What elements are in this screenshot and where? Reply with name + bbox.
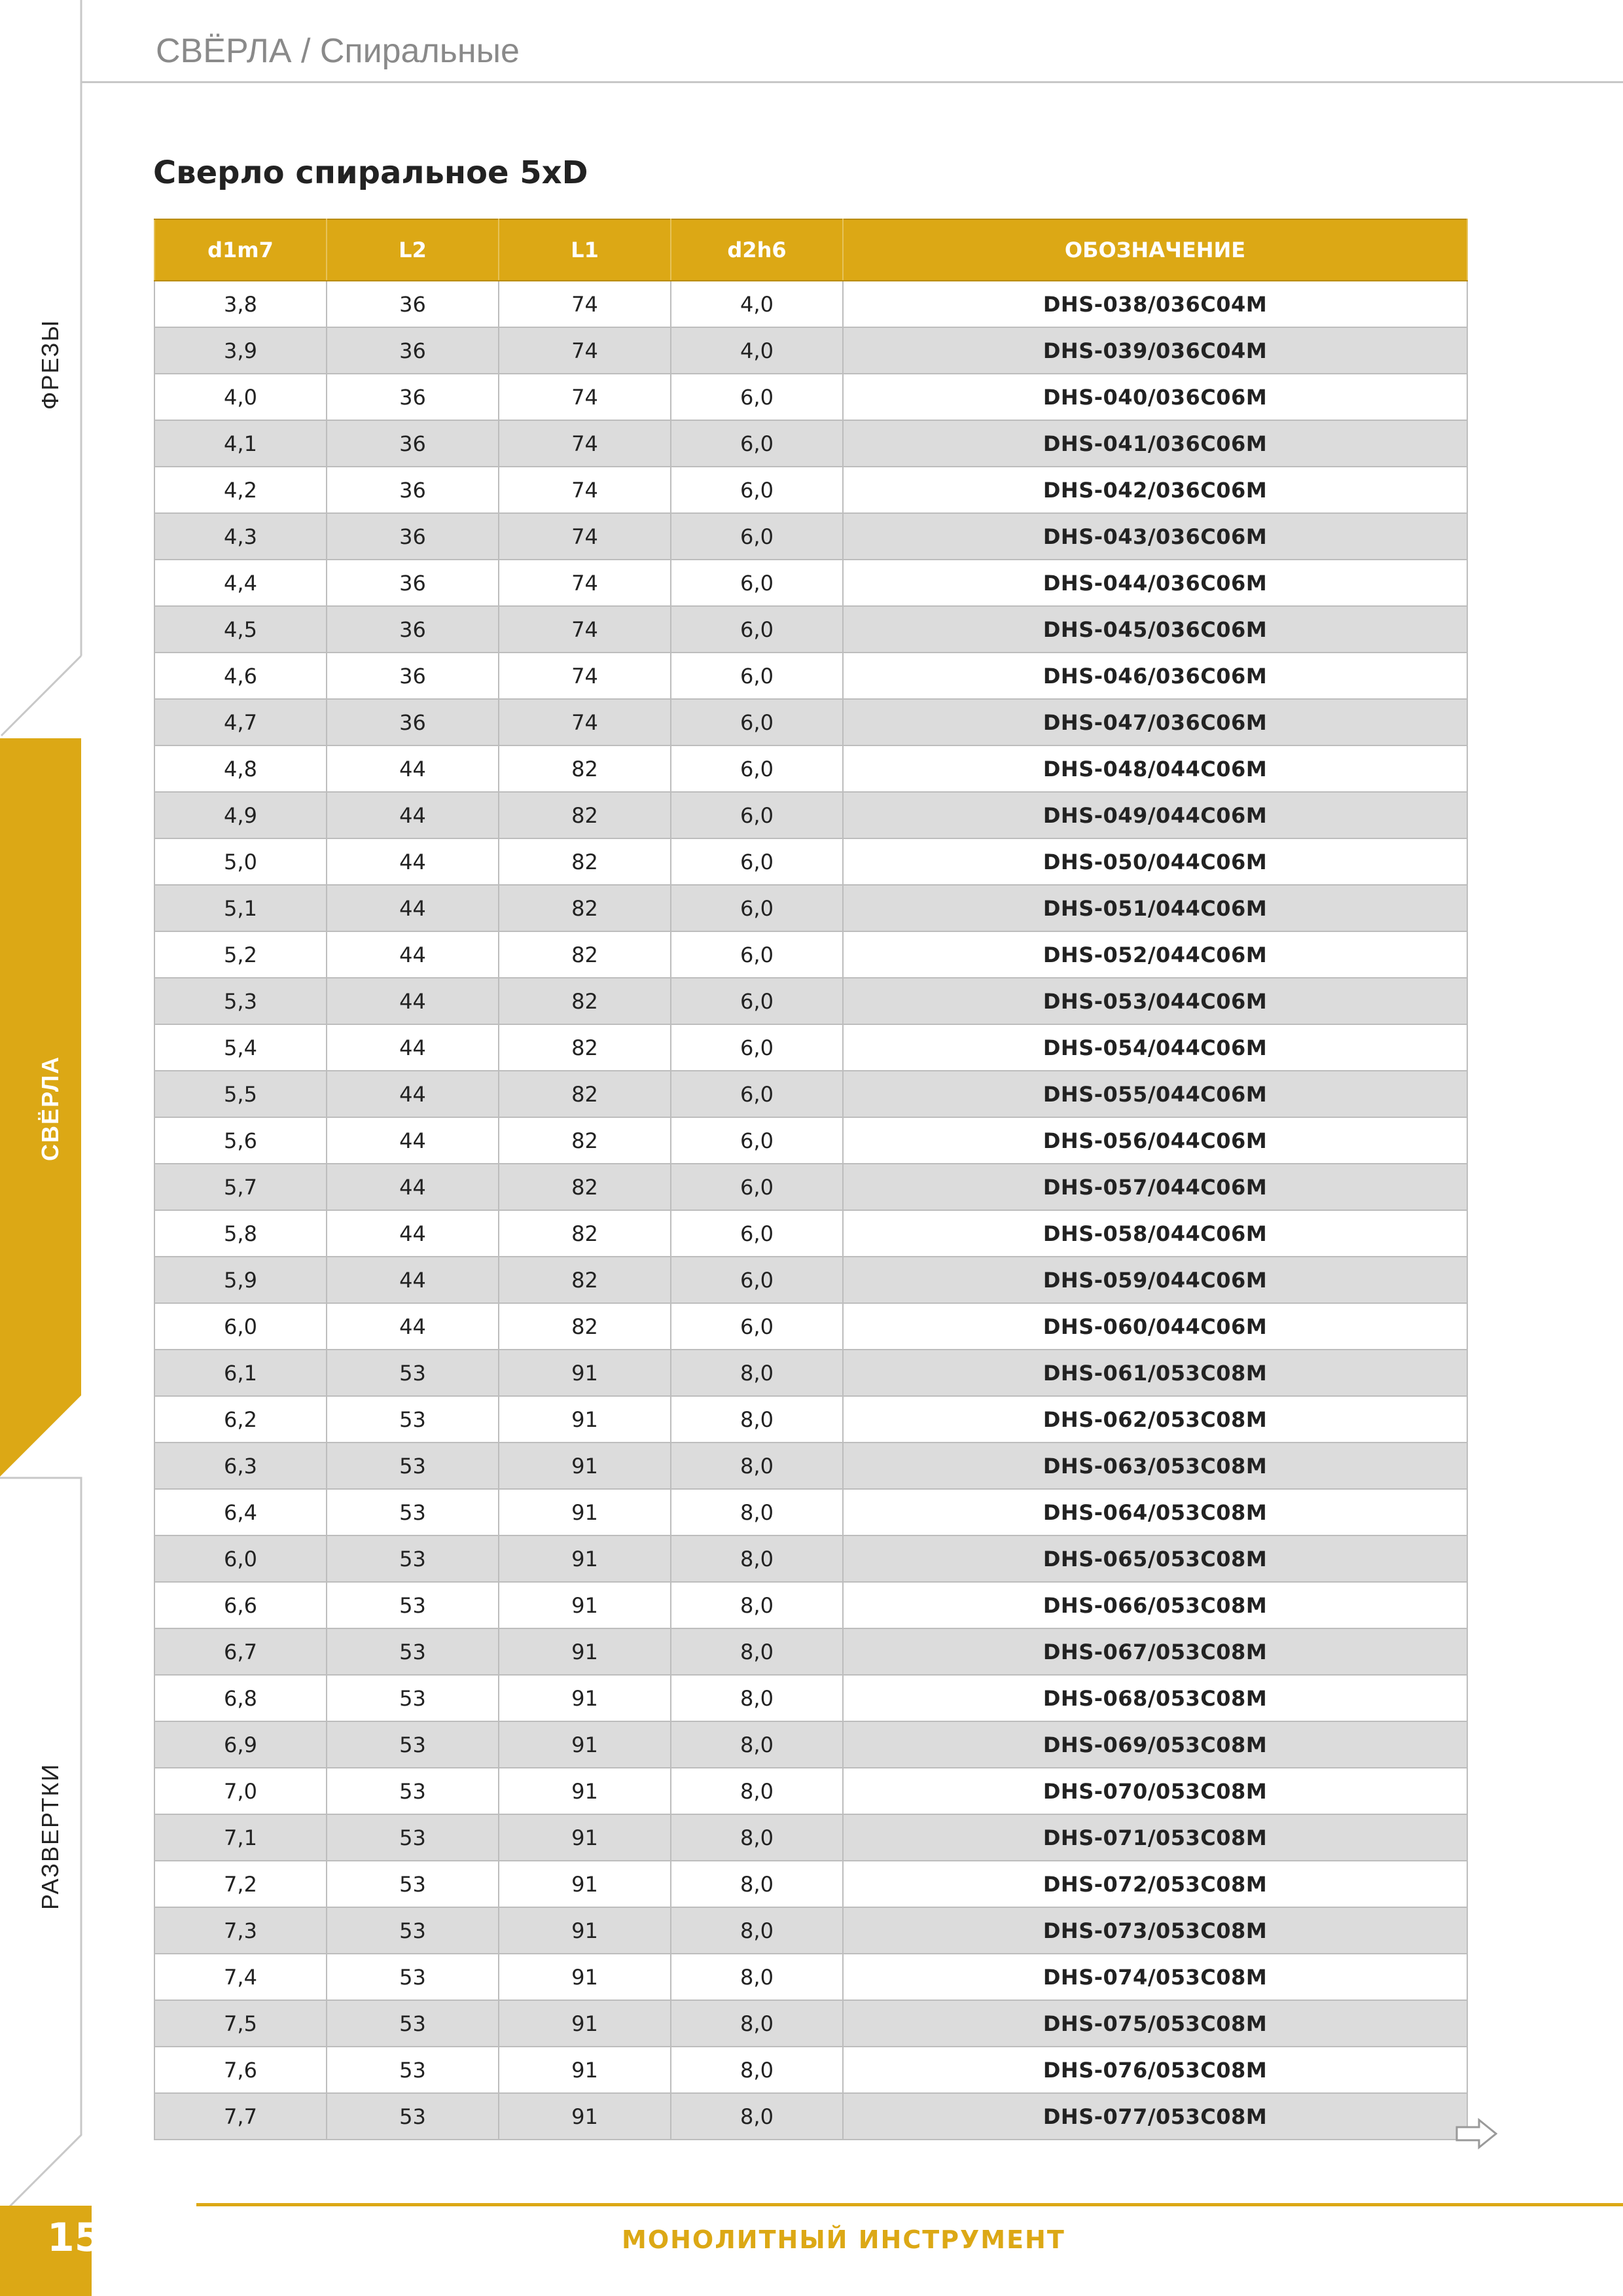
table-row <box>154 931 1467 978</box>
cell-d1m7: 6,7 <box>154 1628 327 1675</box>
cell-l1: 74 <box>499 374 671 420</box>
cell-l1: 82 <box>499 745 671 792</box>
cell-designation: DHS-050/044C06M <box>843 838 1467 885</box>
cell-l2: 36 <box>327 699 499 745</box>
table-row <box>154 2000 1467 2047</box>
cell-l1: 91 <box>499 2000 671 2047</box>
cell-d2h6: 6,0 <box>671 420 843 467</box>
cell-d2h6: 6,0 <box>671 1303 843 1350</box>
cell-d1m7: 6,0 <box>154 1535 327 1582</box>
cell-d1m7: 4,3 <box>154 513 327 560</box>
cell-l1: 74 <box>499 653 671 699</box>
cell-d2h6: 8,0 <box>671 2093 843 2140</box>
cell-l1: 91 <box>499 1954 671 2000</box>
cell-d1m7: 7,6 <box>154 2047 327 2093</box>
cell-d1m7: 4,0 <box>154 374 327 420</box>
cell-d1m7: 4,4 <box>154 560 327 606</box>
cell-l1: 74 <box>499 467 671 513</box>
cell-d1m7: 4,7 <box>154 699 327 745</box>
cell-d1m7: 5,6 <box>154 1117 327 1164</box>
cell-designation: DHS-054/044C06M <box>843 1024 1467 1071</box>
cell-d2h6: 8,0 <box>671 1628 843 1675</box>
cell-designation: DHS-058/044C06M <box>843 1210 1467 1257</box>
cell-l2: 53 <box>327 1675 499 1721</box>
cell-d1m7: 3,9 <box>154 327 327 374</box>
cell-d1m7: 4,6 <box>154 653 327 699</box>
cell-l2: 53 <box>327 1350 499 1396</box>
cell-d2h6: 8,0 <box>671 2000 843 2047</box>
cell-d2h6: 8,0 <box>671 1350 843 1396</box>
cell-d1m7: 6,2 <box>154 1396 327 1443</box>
cell-l1: 82 <box>499 1164 671 1210</box>
table-row <box>154 1582 1467 1628</box>
cell-l2: 44 <box>327 978 499 1024</box>
cell-l1: 82 <box>499 931 671 978</box>
table-header-row <box>154 219 1467 281</box>
cell-d2h6: 6,0 <box>671 1071 843 1117</box>
cell-d2h6: 6,0 <box>671 1257 843 1303</box>
cell-designation: DHS-072/053C08M <box>843 1861 1467 1907</box>
cell-l1: 74 <box>499 513 671 560</box>
cell-designation: DHS-068/053C08M <box>843 1675 1467 1721</box>
cell-d2h6: 8,0 <box>671 1721 843 1768</box>
cell-l2: 36 <box>327 513 499 560</box>
cell-d2h6: 8,0 <box>671 2047 843 2093</box>
cell-d2h6: 6,0 <box>671 1210 843 1257</box>
cell-l2: 44 <box>327 745 499 792</box>
cell-l1: 91 <box>499 1675 671 1721</box>
cell-d2h6: 6,0 <box>671 978 843 1024</box>
cell-designation: DHS-060/044C06M <box>843 1303 1467 1350</box>
cell-d1m7: 6,3 <box>154 1443 327 1489</box>
cell-l2: 36 <box>327 281 499 327</box>
cell-l2: 44 <box>327 885 499 931</box>
table-body <box>154 281 1467 2140</box>
cell-designation: DHS-041/036C06M <box>843 420 1467 467</box>
cell-l2: 36 <box>327 606 499 653</box>
cell-l1: 91 <box>499 1489 671 1535</box>
cell-d2h6: 6,0 <box>671 745 843 792</box>
cell-d1m7: 6,0 <box>154 1303 327 1350</box>
cell-d2h6: 8,0 <box>671 1814 843 1861</box>
cell-designation: DHS-042/036C06M <box>843 467 1467 513</box>
table-row <box>154 1535 1467 1582</box>
page-title: Сверло спиральное 5xD <box>153 154 588 191</box>
col-header-d2h6: d2h6 <box>671 219 843 281</box>
cell-designation: DHS-071/053C08M <box>843 1814 1467 1861</box>
table-row <box>154 1814 1467 1861</box>
table-row <box>154 1210 1467 1257</box>
table-row <box>154 1303 1467 1350</box>
cell-l2: 53 <box>327 1628 499 1675</box>
table-row <box>154 1071 1467 1117</box>
side-tab-frezy[interactable]: ФРЕЗЫ <box>37 319 63 410</box>
footer-section-title: МОНОЛИТНЫЙ ИНСТРУМЕНТ <box>622 2225 1065 2254</box>
header-divider <box>81 81 1623 83</box>
cell-designation: DHS-052/044C06M <box>843 931 1467 978</box>
cell-designation: DHS-053/044C06M <box>843 978 1467 1024</box>
cell-designation: DHS-048/044C06M <box>843 745 1467 792</box>
cell-designation: DHS-064/053C08M <box>843 1489 1467 1535</box>
cell-l2: 44 <box>327 838 499 885</box>
cell-l1: 82 <box>499 1210 671 1257</box>
cell-d2h6: 6,0 <box>671 931 843 978</box>
cell-d2h6: 6,0 <box>671 1117 843 1164</box>
cell-l2: 44 <box>327 931 499 978</box>
table-row <box>154 978 1467 1024</box>
cell-designation: DHS-061/053C08M <box>843 1350 1467 1396</box>
cell-l2: 36 <box>327 467 499 513</box>
cell-l1: 82 <box>499 1257 671 1303</box>
cell-designation: DHS-059/044C06M <box>843 1257 1467 1303</box>
table-row <box>154 1628 1467 1675</box>
cell-designation: DHS-063/053C08M <box>843 1443 1467 1489</box>
col-header-designation: ОБОЗНАЧЕНИЕ <box>843 219 1467 281</box>
table-row <box>154 560 1467 606</box>
cell-designation: DHS-044/036C06M <box>843 560 1467 606</box>
cell-d1m7: 4,9 <box>154 792 327 838</box>
cell-d2h6: 8,0 <box>671 1907 843 1954</box>
cell-designation: DHS-038/036C04M <box>843 281 1467 327</box>
cell-l2: 44 <box>327 1024 499 1071</box>
cell-d1m7: 6,1 <box>154 1350 327 1396</box>
cell-d1m7: 7,0 <box>154 1768 327 1814</box>
table-row <box>154 327 1467 374</box>
cell-designation: DHS-040/036C06M <box>843 374 1467 420</box>
cell-l1: 82 <box>499 885 671 931</box>
cell-l2: 53 <box>327 2093 499 2140</box>
cell-designation: DHS-066/053C08M <box>843 1582 1467 1628</box>
cell-d1m7: 5,1 <box>154 885 327 931</box>
cell-d2h6: 6,0 <box>671 560 843 606</box>
cell-d1m7: 5,9 <box>154 1257 327 1303</box>
cell-l1: 82 <box>499 1071 671 1117</box>
footer-divider <box>196 2203 1623 2206</box>
cell-d1m7: 7,5 <box>154 2000 327 2047</box>
cell-l2: 53 <box>327 1535 499 1582</box>
cell-designation: DHS-045/036C06M <box>843 606 1467 653</box>
table-row <box>154 1675 1467 1721</box>
cell-l2: 53 <box>327 1396 499 1443</box>
cell-l1: 91 <box>499 1861 671 1907</box>
cell-l2: 53 <box>327 1814 499 1861</box>
cell-l2: 53 <box>327 1907 499 1954</box>
table-row <box>154 1396 1467 1443</box>
cell-l2: 53 <box>327 1443 499 1489</box>
cell-l1: 91 <box>499 1768 671 1814</box>
cell-d1m7: 6,4 <box>154 1489 327 1535</box>
cell-l2: 44 <box>327 1071 499 1117</box>
cell-l2: 53 <box>327 1768 499 1814</box>
cell-l1: 82 <box>499 1024 671 1071</box>
cell-l2: 53 <box>327 2000 499 2047</box>
table-row <box>154 1443 1467 1489</box>
table-row <box>154 281 1467 327</box>
cell-d2h6: 6,0 <box>671 374 843 420</box>
cell-d1m7: 7,7 <box>154 2093 327 2140</box>
cell-l2: 36 <box>327 653 499 699</box>
cell-d1m7: 5,8 <box>154 1210 327 1257</box>
cell-d2h6: 4,0 <box>671 327 843 374</box>
table-row <box>154 1721 1467 1768</box>
cell-d2h6: 8,0 <box>671 1582 843 1628</box>
table-row <box>154 1907 1467 1954</box>
cell-l1: 74 <box>499 699 671 745</box>
cell-d1m7: 5,5 <box>154 1071 327 1117</box>
cell-d1m7: 4,8 <box>154 745 327 792</box>
breadcrumb: СВЁРЛА / Спиральные <box>156 32 520 70</box>
table-row <box>154 699 1467 745</box>
col-header-d1m7: d1m7 <box>154 219 327 281</box>
table-row <box>154 1861 1467 1907</box>
cell-l1: 82 <box>499 1117 671 1164</box>
cell-designation: DHS-043/036C06M <box>843 513 1467 560</box>
table-row <box>154 792 1467 838</box>
table-row <box>154 1257 1467 1303</box>
table-row <box>154 745 1467 792</box>
table-row <box>154 467 1467 513</box>
cell-l1: 91 <box>499 1907 671 1954</box>
cell-designation: DHS-070/053C08M <box>843 1768 1467 1814</box>
table-row <box>154 1164 1467 1210</box>
cell-l1: 82 <box>499 978 671 1024</box>
cell-d1m7: 6,6 <box>154 1582 327 1628</box>
cell-d2h6: 8,0 <box>671 1396 843 1443</box>
table-row <box>154 374 1467 420</box>
cell-designation: DHS-077/053C08M <box>843 2093 1467 2140</box>
cell-d2h6: 6,0 <box>671 792 843 838</box>
cell-designation: DHS-073/053C08M <box>843 1907 1467 1954</box>
cell-l1: 91 <box>499 1814 671 1861</box>
cell-l2: 36 <box>327 560 499 606</box>
cell-designation: DHS-076/053C08M <box>843 2047 1467 2093</box>
cell-l2: 44 <box>327 792 499 838</box>
table-row <box>154 1117 1467 1164</box>
cell-l1: 91 <box>499 1582 671 1628</box>
table-row <box>154 838 1467 885</box>
cell-d1m7: 6,8 <box>154 1675 327 1721</box>
cell-l1: 74 <box>499 560 671 606</box>
cell-designation: DHS-067/053C08M <box>843 1628 1467 1675</box>
cell-l1: 91 <box>499 2047 671 2093</box>
cell-designation: DHS-055/044C06M <box>843 1071 1467 1117</box>
cell-d2h6: 6,0 <box>671 1024 843 1071</box>
cell-d2h6: 6,0 <box>671 653 843 699</box>
table-row <box>154 420 1467 467</box>
side-tab-sverla[interactable]: СВЁРЛА <box>37 1055 63 1161</box>
cell-d2h6: 6,0 <box>671 885 843 931</box>
table-row <box>154 2047 1467 2093</box>
cell-l1: 82 <box>499 838 671 885</box>
table-row <box>154 1954 1467 2000</box>
page-number: 154 <box>47 2215 130 2261</box>
cell-l1: 91 <box>499 1628 671 1675</box>
cell-designation: DHS-046/036C06M <box>843 653 1467 699</box>
cell-d1m7: 7,2 <box>154 1861 327 1907</box>
cell-d1m7: 4,5 <box>154 606 327 653</box>
table-row <box>154 653 1467 699</box>
cell-d2h6: 8,0 <box>671 1768 843 1814</box>
cell-l2: 44 <box>327 1164 499 1210</box>
cell-l1: 91 <box>499 1535 671 1582</box>
col-header-l2: L2 <box>327 219 499 281</box>
cell-l2: 44 <box>327 1257 499 1303</box>
cell-d2h6: 6,0 <box>671 1164 843 1210</box>
side-tab-razvertki[interactable]: РАЗВЕРТКИ <box>37 1763 63 1910</box>
cell-l2: 53 <box>327 1489 499 1535</box>
cell-l2: 44 <box>327 1303 499 1350</box>
cell-d1m7: 5,2 <box>154 931 327 978</box>
cell-d2h6: 8,0 <box>671 1675 843 1721</box>
table-row <box>154 2093 1467 2140</box>
next-arrow-icon[interactable] <box>1455 2118 1497 2149</box>
cell-designation: DHS-049/044C06M <box>843 792 1467 838</box>
cell-l1: 91 <box>499 2093 671 2140</box>
cell-l1: 91 <box>499 1443 671 1489</box>
cell-l2: 36 <box>327 327 499 374</box>
cell-designation: DHS-051/044C06M <box>843 885 1467 931</box>
cell-d2h6: 6,0 <box>671 838 843 885</box>
cell-d1m7: 6,9 <box>154 1721 327 1768</box>
table-row <box>154 1350 1467 1396</box>
cell-d2h6: 8,0 <box>671 1443 843 1489</box>
cell-l1: 82 <box>499 1303 671 1350</box>
table-row <box>154 1768 1467 1814</box>
cell-l1: 82 <box>499 792 671 838</box>
cell-d2h6: 4,0 <box>671 281 843 327</box>
cell-d2h6: 8,0 <box>671 1535 843 1582</box>
cell-d1m7: 7,3 <box>154 1907 327 1954</box>
cell-d2h6: 8,0 <box>671 1861 843 1907</box>
cell-d2h6: 8,0 <box>671 1954 843 2000</box>
cell-l1: 91 <box>499 1721 671 1768</box>
table-row <box>154 1024 1467 1071</box>
cell-l2: 44 <box>327 1117 499 1164</box>
cell-l2: 53 <box>327 1721 499 1768</box>
cell-d2h6: 6,0 <box>671 699 843 745</box>
cell-designation: DHS-057/044C06M <box>843 1164 1467 1210</box>
cell-designation: DHS-065/053C08M <box>843 1535 1467 1582</box>
cell-d1m7: 5,7 <box>154 1164 327 1210</box>
cell-l1: 74 <box>499 420 671 467</box>
cell-l2: 53 <box>327 2047 499 2093</box>
cell-l2: 44 <box>327 1210 499 1257</box>
cell-d1m7: 4,1 <box>154 420 327 467</box>
cell-d2h6: 8,0 <box>671 1489 843 1535</box>
cell-l1: 74 <box>499 281 671 327</box>
cell-designation: DHS-039/036C04M <box>843 327 1467 374</box>
spec-table <box>154 219 1468 2140</box>
cell-l1: 74 <box>499 327 671 374</box>
cell-d1m7: 7,4 <box>154 1954 327 2000</box>
cell-l2: 53 <box>327 1582 499 1628</box>
cell-d2h6: 6,0 <box>671 467 843 513</box>
cell-designation: DHS-074/053C08M <box>843 1954 1467 2000</box>
cell-d2h6: 6,0 <box>671 513 843 560</box>
cell-designation: DHS-075/053C08M <box>843 2000 1467 2047</box>
cell-d1m7: 5,4 <box>154 1024 327 1071</box>
cell-l2: 53 <box>327 1861 499 1907</box>
table-row <box>154 513 1467 560</box>
cell-designation: DHS-069/053C08M <box>843 1721 1467 1768</box>
cell-d1m7: 5,0 <box>154 838 327 885</box>
cell-l2: 36 <box>327 420 499 467</box>
cell-d1m7: 5,3 <box>154 978 327 1024</box>
table-row <box>154 885 1467 931</box>
col-header-l1: L1 <box>499 219 671 281</box>
table-row <box>154 606 1467 653</box>
cell-l2: 53 <box>327 1954 499 2000</box>
cell-d1m7: 7,1 <box>154 1814 327 1861</box>
cell-l1: 91 <box>499 1350 671 1396</box>
cell-l2: 36 <box>327 374 499 420</box>
table-row <box>154 1489 1467 1535</box>
cell-designation: DHS-047/036C06M <box>843 699 1467 745</box>
cell-d2h6: 6,0 <box>671 606 843 653</box>
cell-d1m7: 4,2 <box>154 467 327 513</box>
cell-designation: DHS-062/053C08M <box>843 1396 1467 1443</box>
cell-l1: 91 <box>499 1396 671 1443</box>
cell-d1m7: 3,8 <box>154 281 327 327</box>
cell-l1: 74 <box>499 606 671 653</box>
cell-designation: DHS-056/044C06M <box>843 1117 1467 1164</box>
